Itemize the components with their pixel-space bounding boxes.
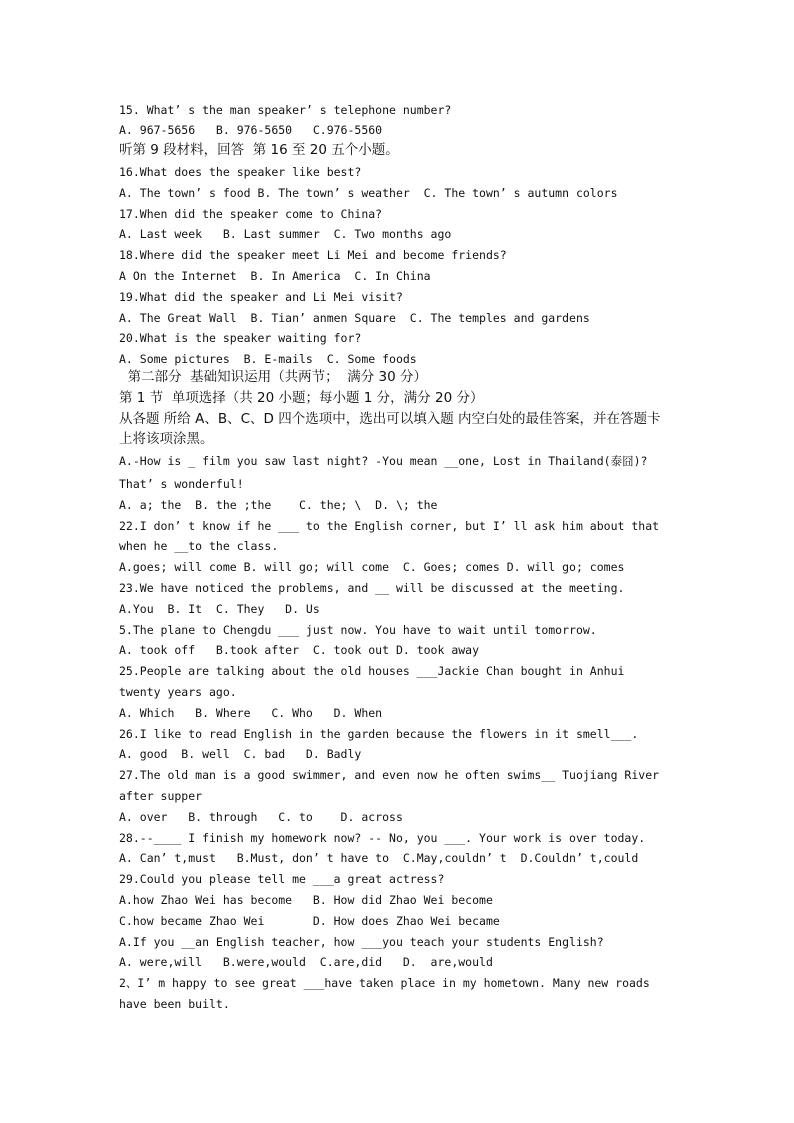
text-line: A. Which B. Where C. Who D. When xyxy=(119,706,383,720)
section-instruction: 从各题 所给 A、B、C、D 四个选项中，选出可以填入题 内空白处的最佳答案，并在答题卡 xyxy=(119,411,661,427)
section-heading: 第 1 节 单项选择（共 20 小题；每小题 1 分，满分 20 分） xyxy=(119,390,484,406)
text-line: A. Last week B. Last summer C. Two months ago xyxy=(119,227,452,241)
text-line: 15. What’ s the man speaker’ s telephone number? xyxy=(119,103,452,117)
text-line: A. Can’ t,must B.Must, don’ t have to C.May,couldn’ t D.Couldn’ t,could xyxy=(119,851,639,865)
text-line: 18.Where did the speaker meet Li Mei and become friends? xyxy=(119,248,507,262)
text-line: A.-How is _ film you saw last night? -You mean __one, Lost in Thailand(泰囧)? xyxy=(119,454,648,468)
text-line: 20.What is the speaker waiting for? xyxy=(119,331,362,345)
text-line: A. good B. well C. bad D. Badly xyxy=(119,747,362,761)
text-line: A. over B. through C. to D. across xyxy=(119,810,403,824)
text-line: A.If you __an English teacher, how ___you teach your students English? xyxy=(119,935,604,949)
text-line: 5.The plane to Chengdu ___ just now. You have to wait until tomorrow. xyxy=(119,623,597,637)
text-line: when he __to the class. xyxy=(119,539,279,553)
text-line: twenty years ago. xyxy=(119,685,237,699)
text-line: A.goes; will come B. will go; will come C. Goes; comes D. will go; comes xyxy=(119,560,625,574)
text-line: 2、I’ m happy to see great ___have taken place in my hometown. Many new roads xyxy=(119,976,650,990)
text-line: 28.--____ I finish my homework now? -- No, you ___. Your work is over today. xyxy=(119,831,646,845)
text-line: A. took off B.took after C. took out D. took away xyxy=(119,643,480,657)
text-line: 22.I don’ t know if he ___ to the English corner, but I’ ll ask him about that xyxy=(119,519,660,533)
text-line: 27.The old man is a good swimmer, and even now he often swims__ Tuojiang River xyxy=(119,768,660,782)
text-line: 19.What did the speaker and Li Mei visit? xyxy=(119,290,403,304)
text-line: A.how Zhao Wei has become B. How did Zhao Wei become xyxy=(119,893,493,907)
text-line: have been built. xyxy=(119,997,230,1011)
text-line: 25.People are talking about the old houses ___Jackie Chan bought in Anhui xyxy=(119,664,625,678)
text-line: C.how became Zhao Wei D. How does Zhao Wei became xyxy=(119,914,500,928)
text-line: 17.When did the speaker come to China? xyxy=(119,207,383,221)
text-line: A. Some pictures B. E-mails C. Some foods xyxy=(119,352,417,366)
text-line: A. The town’ s food B. The town’ s weather C. The town’ s autumn colors xyxy=(119,186,618,200)
text-line: That’ s wonderful! xyxy=(119,477,244,491)
text-line: A.You B. It C. They D. Us xyxy=(119,602,320,616)
text-line: 29.Could you please tell me ___a great actress? xyxy=(119,872,445,886)
text-line: 23.We have noticed the problems, and __ will be discussed at the meeting. xyxy=(119,581,625,595)
text-line: A. The Great Wall B. Tian’ anmen Square C. The temples and gardens xyxy=(119,311,590,325)
section-instruction: 上将该项涂黑。 xyxy=(119,431,214,447)
text-line: after supper xyxy=(119,789,203,803)
section-instruction: 听第 9 段材料，回答 第 16 至 20 五个小题。 xyxy=(119,142,399,158)
text-line: 26.I like to read English in the garden because the flowers in it smell___. xyxy=(119,727,639,741)
text-line: A. 967-5656 B. 976-5650 C.976-5560 xyxy=(119,123,383,137)
part-heading: 第二部分 基础知识运用（共两节； 满分 30 分） xyxy=(119,369,428,385)
text-line: A On the Internet B. In America C. In China xyxy=(119,269,431,283)
text-line: A. a; the B. the ;the C. the; \ D. \; the xyxy=(119,498,438,512)
text-line: 16.What does the speaker like best? xyxy=(119,165,362,179)
text-line: A. were,will B.were,would C.are,did D. are,would xyxy=(119,955,493,969)
